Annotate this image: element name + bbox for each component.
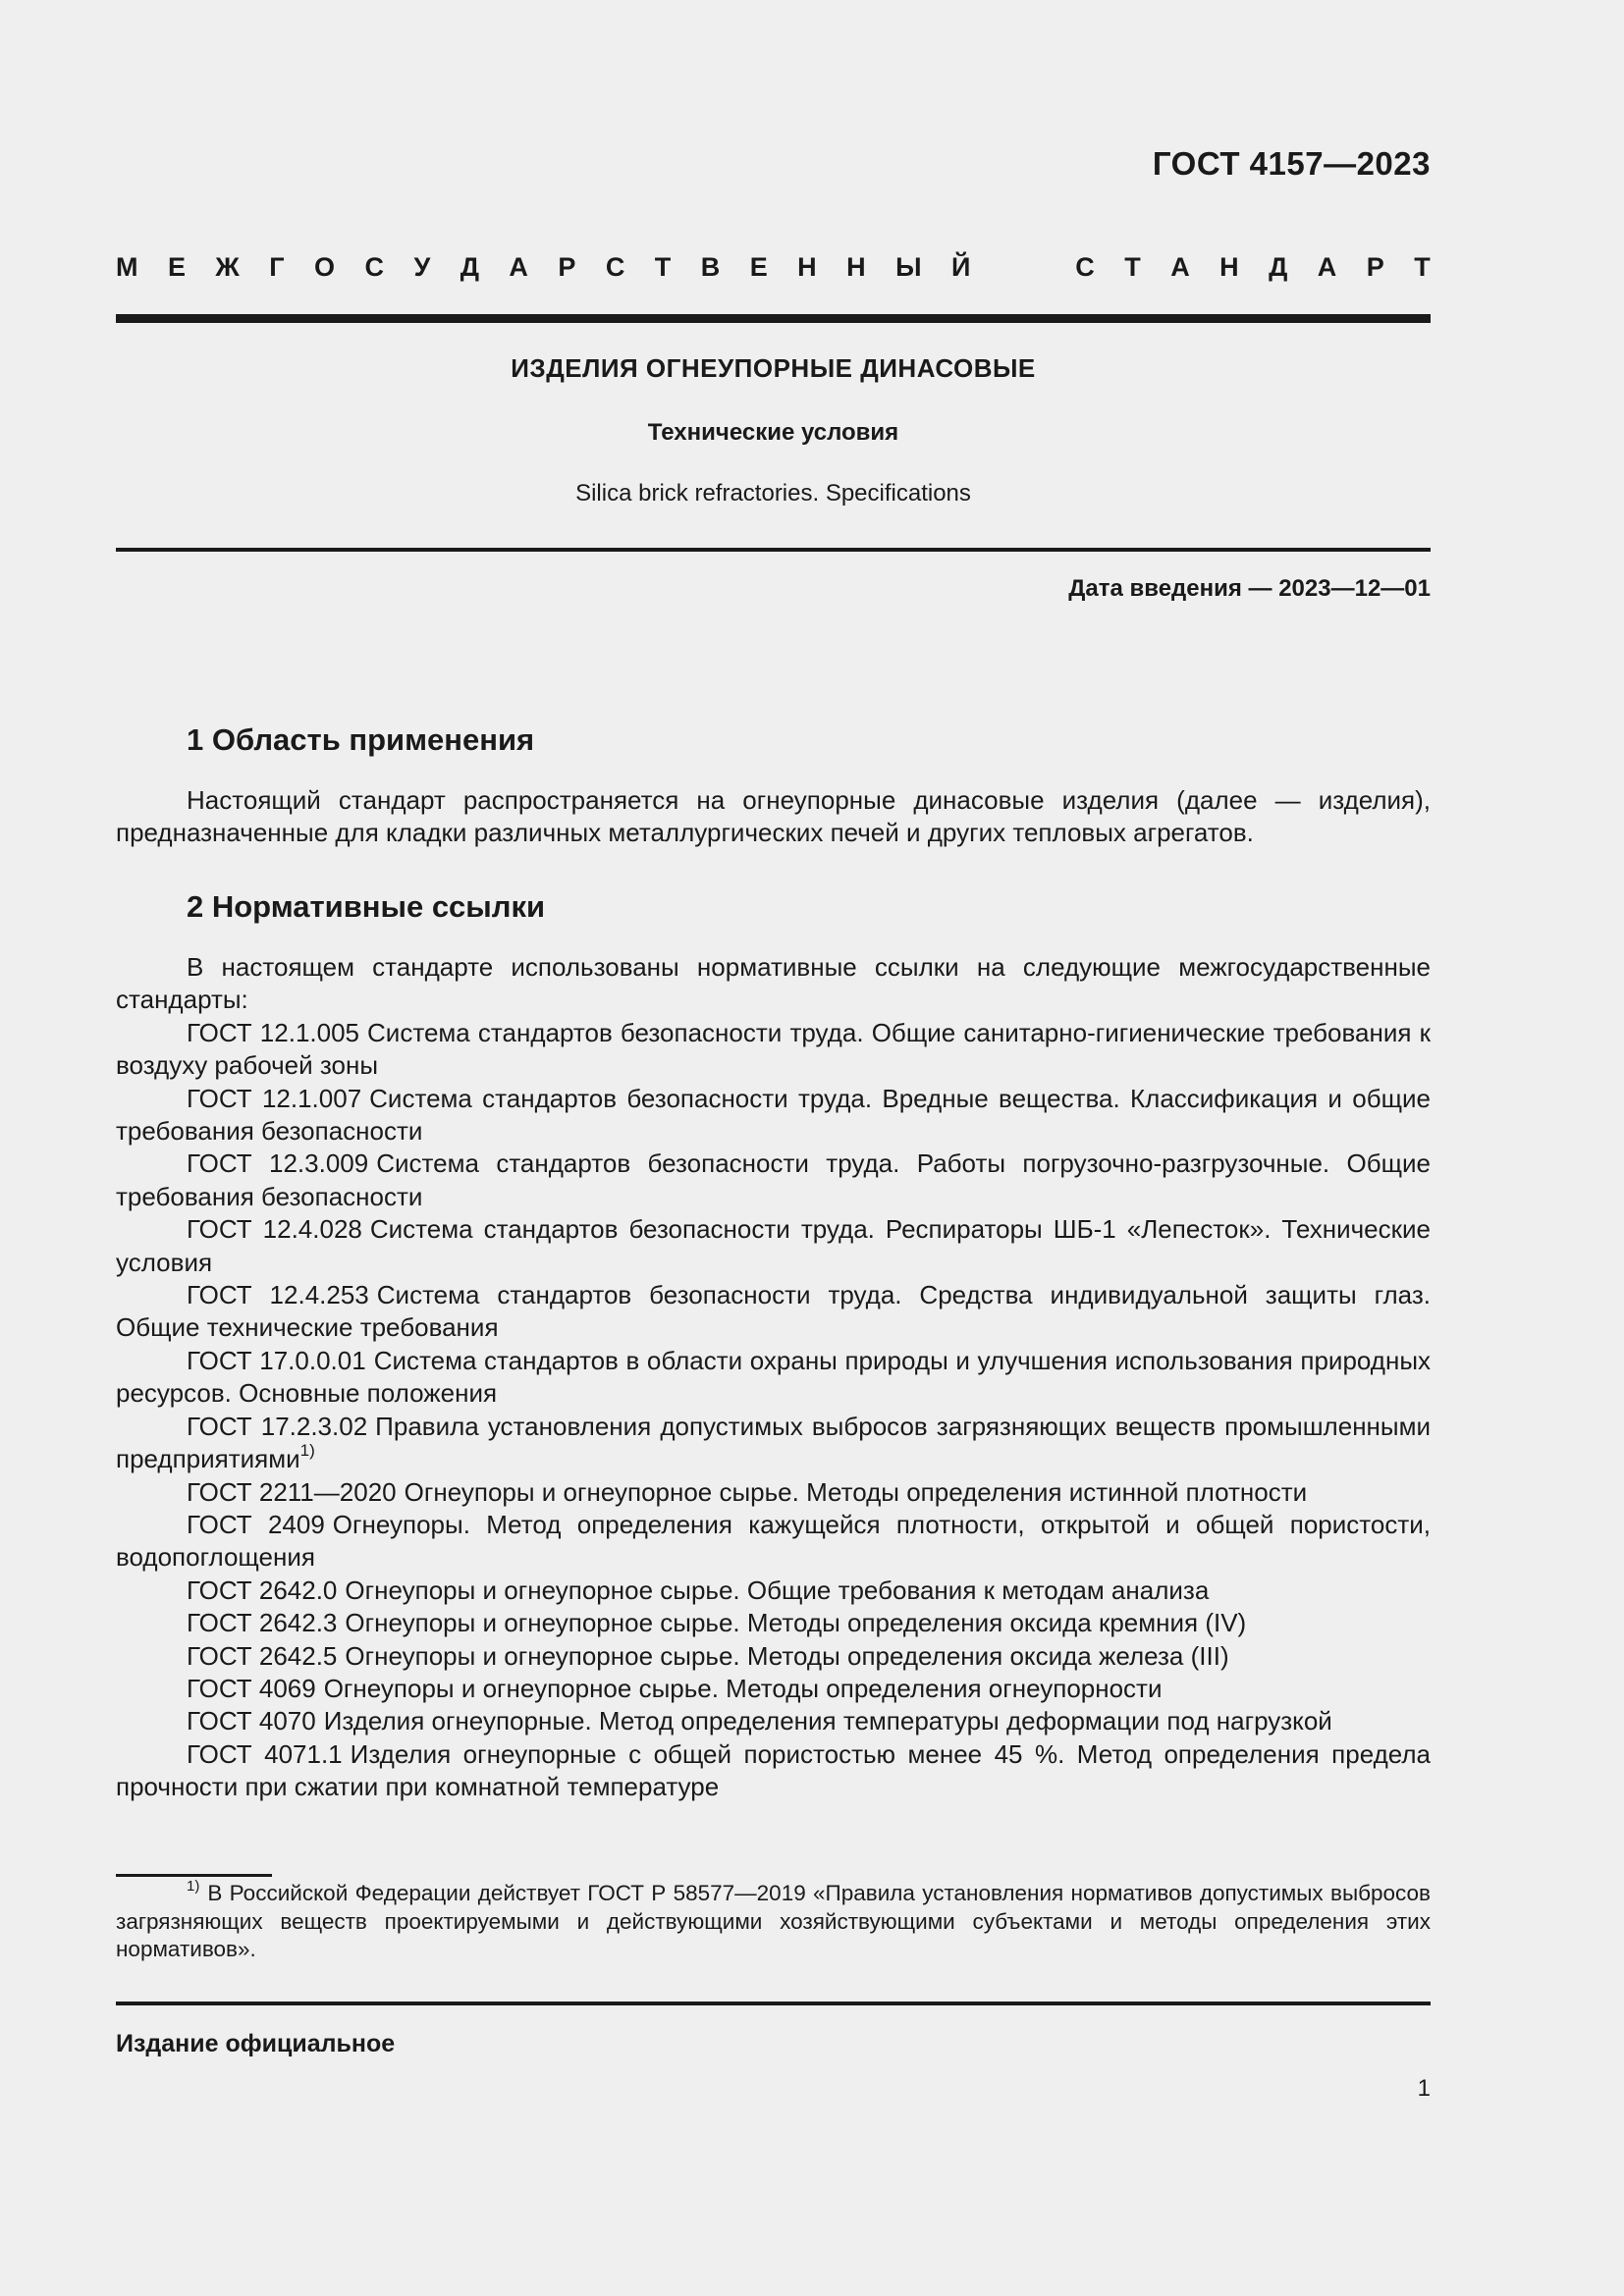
reference-text: Огнеупоры и огнеупорное сырье. Методы определения оксида кремния (IV) [345, 1608, 1247, 1638]
standard-title: ИЗДЕЛИЯ ОГНЕУПОРНЫЕ ДИНАСОВЫЕ [511, 353, 1036, 383]
document-id: ГОСТ 4157—2023 [1152, 145, 1431, 182]
footnote-mark: 1) [187, 1878, 200, 1895]
reference-text: Огнеупоры. Метод определения кажущейся плотности, открытой и общей пористости, водопоглощения [116, 1509, 1431, 1573]
reference-text: Огнеупоры и огнеупорное сырье. Методы определения оксида железа (III) [345, 1640, 1229, 1671]
footnote-separator [116, 1874, 272, 1877]
banner-letter: Н [797, 252, 817, 282]
footnote-text: В Российской Федерации действует ГОСТ Р 58577—2019 «Правила установления нормативов допустимых выбросов загрязняющих веществ проектируемыми и действующими хозяйствующими субъектами и методы определения этих нормативов». [116, 1881, 1431, 1961]
banner-letter: Н [1219, 252, 1239, 282]
reference-code: ГОСТ 2642.0 [187, 1575, 338, 1605]
reference-item [116, 1607, 1431, 1639]
reference-text: Огнеупоры и огнеупорное сырье. Методы определения огнеупорности [323, 1673, 1163, 1703]
reference-code: ГОСТ 4070 [187, 1706, 316, 1736]
footnote-marker[interactable]: 1) [299, 1441, 315, 1461]
standard-subtitle: Технические условия [647, 419, 899, 446]
reference-text: Система стандартов безопасности труда. Респираторы ШБ-1 «Лепесток». Технические условия [116, 1214, 1431, 1277]
reference-text: Огнеупоры и огнеупорное сырье. Общие требования к методам анализа [345, 1575, 1210, 1605]
reference-code: ГОСТ 12.3.009 [187, 1148, 369, 1179]
reference-text: Изделия огнеупорные. Метод определения температуры деформации под нагрузкой [323, 1706, 1332, 1736]
banner-letter: У [413, 252, 431, 282]
banner-letter: А [509, 252, 528, 282]
banner-letter: С [364, 252, 385, 282]
reference-item [116, 1213, 1431, 1279]
banner-letter: Й [950, 252, 971, 282]
reference-item [116, 1673, 1431, 1705]
banner-letter: Д [1269, 252, 1288, 282]
reference-text: Система стандартов безопасности труда. Вредные вещества. Классификация и общие требования безопасности [116, 1083, 1431, 1147]
banner-letter: А [1170, 252, 1190, 282]
reference-item [116, 1640, 1431, 1673]
title-divider [116, 548, 1431, 552]
reference-item [116, 1083, 1431, 1148]
footnote-text-block [116, 1880, 1431, 1964]
reference-item [116, 1345, 1431, 1411]
banner-letter: Т [654, 252, 672, 282]
banner-letter: О [314, 252, 336, 282]
header-thick-rule [116, 314, 1431, 323]
banner-letter: Н [846, 252, 866, 282]
reference-item [116, 1476, 1431, 1509]
section-1-text: Настоящий стандарт распространяется на огнеупорные динасовые изделия (далее — изделия), предназначенные для кладки различных металлургических печей и других тепловых агрегатов. [116, 785, 1431, 848]
banner-letter: С [1075, 252, 1095, 282]
reference-code: ГОСТ 2642.5 [187, 1640, 338, 1671]
reference-code: ГОСТ 12.4.028 [187, 1214, 362, 1245]
banner-letter: Г [269, 252, 285, 282]
reference-code: ГОСТ 2642.3 [187, 1608, 338, 1638]
banner-letter: Т [1414, 252, 1431, 282]
banner-letter: А [1317, 252, 1337, 282]
reference-text: Система стандартов безопасности труда. Общие санитарно-гигиенические требования к воздуху рабочей зоны [116, 1017, 1431, 1081]
reference-item [116, 1148, 1431, 1213]
banner-letter: Д [460, 252, 479, 282]
reference-text: Система стандартов в области охраны природы и улучшения использования природных ресурсов. Основные положения [116, 1345, 1432, 1409]
footer-divider [116, 2002, 1431, 2005]
official-edition-label: Издание официальное [116, 2030, 396, 2057]
banner-letter: Е [749, 252, 768, 282]
banner-letter: Ж [215, 252, 240, 282]
reference-code: ГОСТ 17.0.0.01 [187, 1345, 366, 1375]
banner-letter: Ы [895, 252, 922, 282]
reference-code: ГОСТ 12.4.253 [187, 1280, 369, 1310]
banner-letter: Т [1124, 252, 1141, 282]
banner-letter: С [605, 252, 625, 282]
reference-text: Огнеупоры и огнеупорное сырье. Методы определения истинной плотности [404, 1476, 1308, 1507]
section-1-body [116, 784, 1431, 850]
page-number: 1 [1417, 2075, 1431, 2102]
reference-item [116, 1705, 1431, 1737]
section-2-intro: В настоящем стандарте использованы нормативные ссылки на следующие межгосударственные стандарты: [116, 952, 1431, 1015]
reference-item [116, 1279, 1431, 1345]
reference-item [116, 1575, 1431, 1607]
banner-letter: М [116, 252, 138, 282]
section-2-body [116, 951, 1431, 1804]
interstate-standard-banner [116, 252, 1431, 283]
reference-code: ГОСТ 12.1.005 [187, 1017, 360, 1047]
reference-item [116, 1738, 1431, 1804]
reference-text: Правила установления допустимых выбросов загрязняющих веществ промышленными предприятиями [116, 1411, 1431, 1474]
reference-item [116, 1017, 1431, 1083]
banner-word-gap [1001, 252, 1046, 283]
section-1-heading: 1 Область применения [187, 722, 535, 757]
banner-letter: Е [167, 252, 186, 282]
reference-item [116, 1411, 1431, 1476]
banner-letter: Р [1366, 252, 1384, 282]
reference-text: Система стандартов безопасности труда. Средства индивидуальной защиты глаз. Общие технические требования [116, 1280, 1431, 1343]
reference-code: ГОСТ 2409 [187, 1509, 325, 1539]
reference-code: ГОСТ 4071.1 [187, 1738, 343, 1769]
introduction-date: Дата введения — 2023—12—01 [1068, 575, 1431, 602]
section-2-heading: 2 Нормативные ссылки [187, 889, 546, 924]
reference-text: Изделия огнеупорные с общей пористостью менее 45 %. Метод определения предела прочности при сжатии при комнатной температуре [116, 1738, 1432, 1802]
banner-letter: Р [558, 252, 576, 282]
reference-item [116, 1509, 1431, 1575]
english-title: Silica brick refractories. Specifications [575, 480, 971, 507]
reference-text: Система стандартов безопасности труда. Работы погрузочно-разгрузочные. Общие требования безопасности [116, 1148, 1432, 1211]
reference-code: ГОСТ 17.2.3.02 [187, 1411, 368, 1441]
footnote [116, 1880, 1431, 1964]
reference-code: ГОСТ 4069 [187, 1673, 316, 1703]
reference-code: ГОСТ 2211—2020 [187, 1476, 397, 1507]
banner-letter: В [700, 252, 721, 282]
reference-code: ГОСТ 12.1.007 [187, 1083, 362, 1113]
